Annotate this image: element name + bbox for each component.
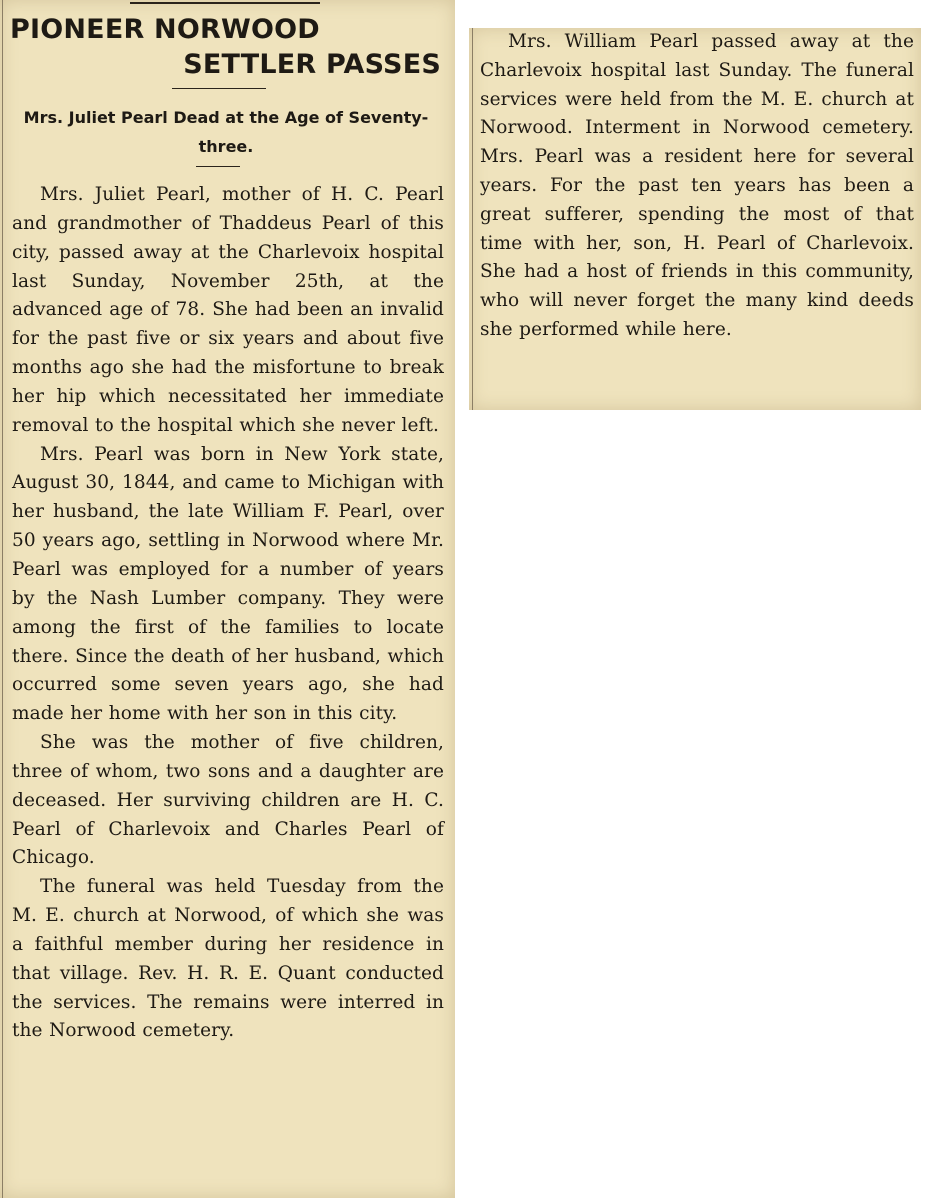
headline-line-1: PIONEER NORWOOD: [10, 14, 320, 45]
obituary-clipping-right: [469, 28, 921, 410]
article-paragraph-1: Mrs. Juliet Pearl, mother of H. C. Pearl and grandmother of Thaddeus Pearl of this city, passed away at the Charlevoix hospital last Sunday, November 25th, at the advanced age of 78. She had been an invalid for the past five or six years and about five months ago she had the misfortune to break her hip which necessitated her immediate removal to the hospital which she never left.: [12, 184, 444, 436]
subheadline-divider: [196, 166, 240, 167]
article-paragraph-4: The funeral was held Tuesday from the M. E. church at Norwood, of which she was a faithful member during her residence in that village. Rev. H. R. E. Quant conducted the services. The remains were interred in the Norwood cemetery.: [12, 876, 444, 1042]
article-paragraph-3: She was the mother of five children, three of whom, two sons and a daughter are deceased. Her surviving children are H. C. Pearl of Charlevoix and Charles Pearl of Chicago.: [12, 732, 444, 869]
subheadline: Mrs. Juliet Pearl Dead at the Age of Seventy-three.: [23, 108, 429, 156]
headline-line-2: SETTLER PASSES: [183, 49, 441, 80]
article-paragraph-2: Mrs. Pearl was born in New York state, August 30, 1844, and came to Michigan with her husband, the late William F. Pearl, over 50 years ago, settling in Norwood where Mr. Pearl was employed for a number of years by the Nash Lumber company. They were among the first of the families to locate there. Since the death of her husband, which occurred some seven years ago, she had made her home with her son in this city.: [12, 443, 444, 725]
notice-body: [480, 28, 914, 345]
top-rule: [130, 2, 320, 4]
obituary-clipping-left: [0, 0, 455, 1198]
headline-divider: [172, 88, 266, 89]
notice-paragraph-1: Mrs. William Pearl passed away at the Charlevoix hospital last Sunday. The funeral services were held from the M. E. church at Norwood. Interment in Norwood cemetery. Mrs. Pearl was a resident here for several years. For the past ten years has been a great sufferer, spending the most of that time with her, son, H. Pearl of Charlevoix. She had a host of friends in this community, who will never forget the many kind deeds she performed while here.: [480, 31, 914, 340]
article-body: [12, 181, 444, 1046]
